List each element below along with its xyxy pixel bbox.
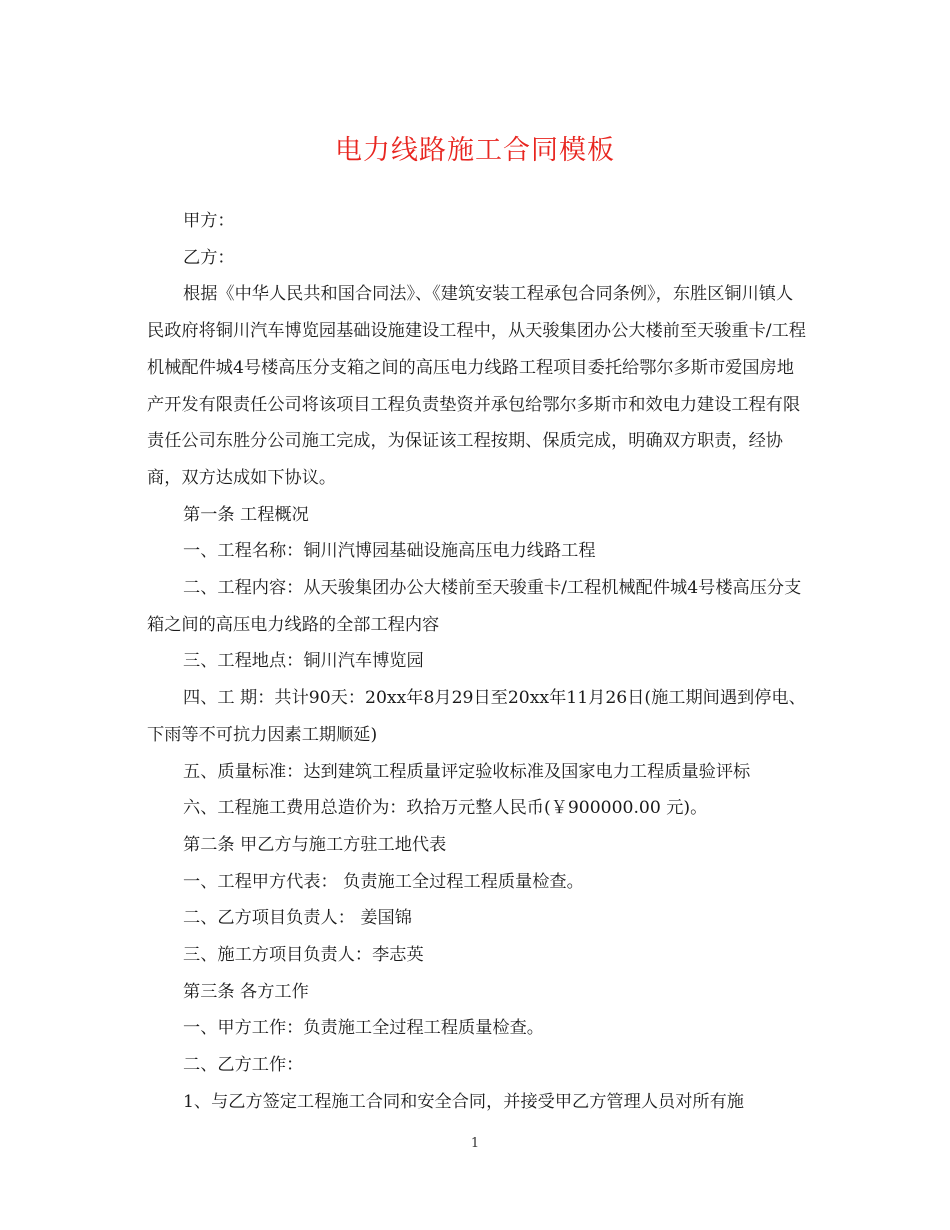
document-body — [147, 203, 807, 1121]
paragraph-preamble: 根据《中华人民共和国合同法》、《建筑安装工程承包合同条例》，东胜区铜川镇人民政府将铜川汽车博览园基础设施建设工程中，从天骏集团办公大楼前至天骏重卡/工程机械配件城4号楼高压分支箱之间的高压电力线路工程项目委托给鄂尔多斯市爱国房地产开发有限责任公司将该项目工程负责垫资并承包给鄂尔多斯市和效电力建设工程有限责任公司东胜分公司施工完成，为保证该工程按期、保质完成，明确双方职责，经协商，双方达成如下协议。 — [147, 284, 806, 488]
paragraph-party-a-work: 一、甲方工作：负责施工全过程工程质量检查。 — [183, 1018, 544, 1039]
paragraph-party-a-rep: 一、工程甲方代表： 负责施工全过程工程质量检查。 — [183, 871, 584, 892]
paragraph-party-b: 乙方： — [183, 247, 235, 268]
paragraph-project-content: 二、工程内容：从天骏集团办公大楼前至天骏重卡/工程机械配件城4号楼高压分支箱之间的高压电力线路的全部工程内容 — [147, 578, 802, 635]
paragraph-party-b-work: 二、乙方工作： — [183, 1055, 304, 1076]
article-1-heading: 第一条 工程概况 — [183, 504, 309, 525]
paragraph-total-cost: 六、工程施工费用总造价为：玖拾万元整人民币(￥900000.00 元)。 — [183, 798, 708, 819]
paragraph-party-a: 甲方： — [183, 211, 235, 231]
page-number: 1 — [470, 1136, 480, 1151]
paragraph-quality-standard: 五、质量标准：达到建筑工程质量评定验收标准及国家电力工程质量验评标 — [183, 761, 751, 782]
paragraph-party-b-lead: 二、乙方项目负责人： 姜国锦 — [183, 908, 412, 929]
article-2-heading: 第二条 甲乙方与施工方驻工地代表 — [183, 834, 447, 855]
paragraph-contractor-lead: 三、施工方项目负责人：李志英 — [183, 945, 424, 966]
document-title: 电力线路施工合同模板 — [335, 135, 615, 166]
paragraph-schedule: 四、工 期：共计90天：20xx年8月29日至20xx年11月26日(施工期间遇到停电、下雨等不可抗力因素工期顺延) — [147, 688, 806, 745]
paragraph-project-name: 一、工程名称：铜川汽博园基础设施高压电力线路工程 — [183, 541, 596, 562]
article-3-heading: 第三条 各方工作 — [183, 981, 309, 1002]
paragraph-project-location: 三、工程地点：铜川汽车博览园 — [183, 651, 424, 672]
paragraph-item-1: 1、与乙方签定工程施工合同和安全合同，并接受甲乙方管理人员对所有施 — [183, 1091, 744, 1112]
